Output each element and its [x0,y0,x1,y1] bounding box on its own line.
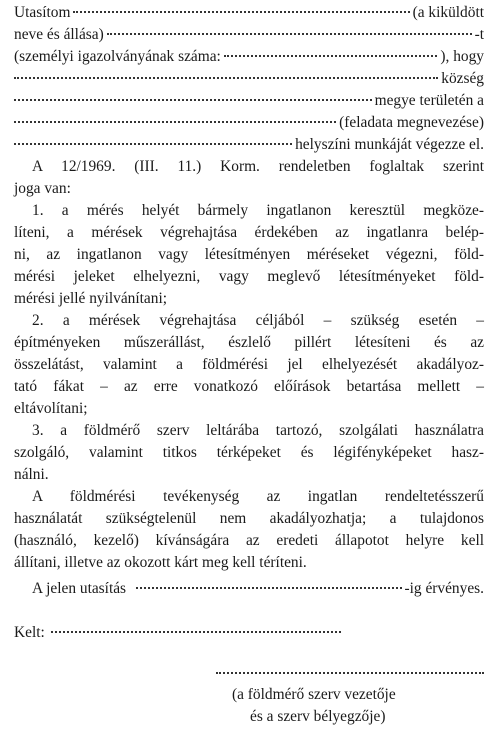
item-3-line: nálni. [14,466,49,483]
closing-paragraph-line: használatát szükségtelenül nem akadályozhatja; a tulajdonos [14,510,484,527]
form-line-5 [14,90,484,112]
task-field[interactable] [14,119,336,123]
county-label: megye területén a [374,92,484,109]
delegate-label: (a kiküldött [412,4,484,21]
delegate-name-field[interactable] [73,9,409,13]
form-line-2 [14,24,484,46]
village-label: község [441,70,484,87]
kelt-label: Kelt: [14,624,45,641]
kelt-field[interactable] [51,629,341,633]
signature-caption-line-2: és a szerv bélyegzője) [250,708,386,725]
closing-paragraph-line: állítani, illetve az okozott kárt meg kell téríteni. [14,554,307,571]
validity-label: A jelen utasítás [32,580,127,597]
form-line-7 [14,134,484,156]
name-position-field[interactable] [107,31,472,35]
intro-line: A 12/1969. (III. 11.) Korm. rendeletben foglaltak szerint [32,158,484,175]
form-line-3 [14,46,484,68]
item-1-line: mérési jellé nyilvánítani; [14,290,168,307]
village-field[interactable] [14,75,438,79]
instruct-label: Utasítom [14,4,71,21]
item-2-line: tató fákat – az erre vonatkozó előírások betartása mellett – [14,378,484,395]
name-position-label: neve és állása) [14,26,104,43]
onsite-field[interactable] [14,141,292,145]
item-1-line: mérési jeleket elhelyezni, vagy meglevő létesítményeket föld- [14,268,484,285]
task-label: (feladata megnevezése) [339,114,484,131]
validity-suffix: -ig érvényes. [404,580,484,597]
closing-paragraph-line: (használó, kezelő) kívánságára az eredeti állapotot helyre kell [14,532,484,549]
closing-paragraph-line: A földmérési tevékenység az ingatlan rendeltetésszerű [32,488,484,505]
item-1-line: 1. a mérés helyét bármely ingatlanon keresztül megköze- [32,202,484,219]
item-2-line: összelátást, valamint a földmérési jel elhelyezését akadályoz- [14,356,484,373]
county-field[interactable] [14,97,372,101]
kelt-line [14,622,484,644]
validity-line [32,578,484,600]
item-2-line: eltávolítani; [14,400,88,417]
validity-date-field[interactable] [136,585,401,589]
item-2-line: építményeken műszerállást, észlelő pillért létesíteni és az [14,334,484,351]
signature-caption-line-1: (a földmérő szerv vezetője [232,686,396,703]
signature-line[interactable] [216,672,484,674]
form-line-6 [14,112,484,134]
item-1-line: líteni, a mérések végrehajtása érdekében az ingatlanra belép- [14,224,484,241]
form-line-1 [14,2,484,24]
item-3-line: 3. a földmérő szerv leltárába tartozó, szolgálati használatra [32,422,484,439]
hogy-label: ), hogy [440,48,484,65]
id-card-label: (személyi igazolványának száma: [14,48,221,65]
onsite-label: helyszíni munkáját végezze el. [295,136,484,153]
accusative-suffix: -t [474,26,484,43]
id-card-number-field[interactable] [224,53,438,57]
item-1-line: ni, az ingatlanon vagy létesítményen méréseket végezni, föld- [14,246,484,263]
item-3-line: szolgáló, valamint titkos térképeket és légifényképeket hasz- [14,444,484,461]
form-line-4 [14,68,484,90]
intro-line: joga van: [14,180,71,197]
item-2-line: 2. a mérések végrehajtása céljából – szükség esetén – [32,312,484,329]
